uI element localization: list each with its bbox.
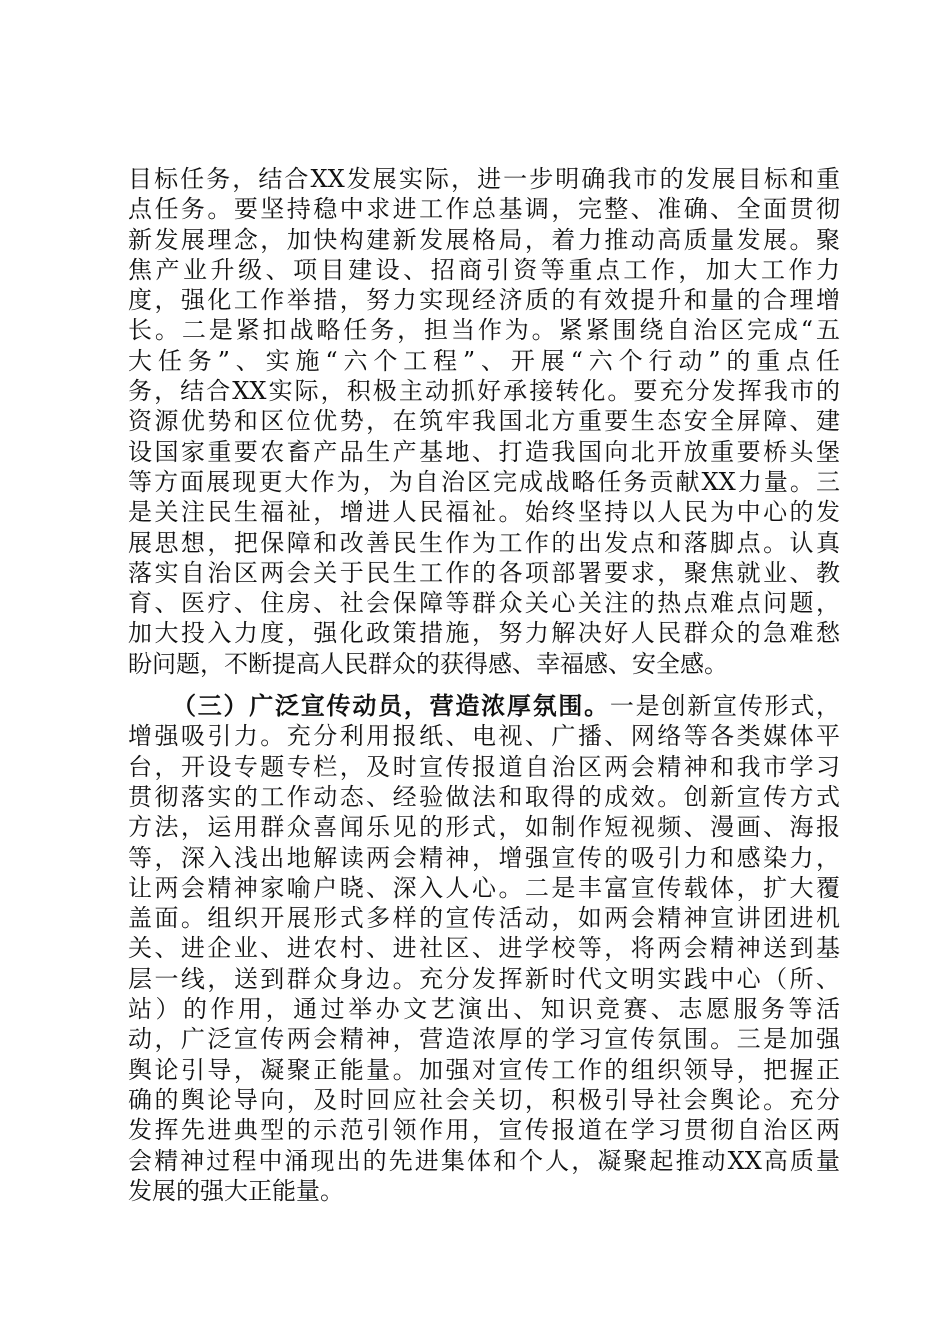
text-line: 让两会精神家喻户晓、深入人心。二是丰富宣传载体，扩大覆: [128, 873, 840, 902]
text-line: 盼问题，不断提高人民群众的获得感、幸福感、安全感。: [128, 649, 728, 678]
text-line: 动，广泛宣传两会精神，营造浓厚的学习宣传氛围。三是加强: [128, 1025, 840, 1054]
section-heading: （三）广泛宣传动员，营造浓厚氛围。: [172, 692, 610, 721]
text-line: 点任务。要坚持稳中求进工作总基调，完整、准确、全面贯彻: [128, 195, 840, 224]
text-line: 确的舆论导向，及时回应社会关切，积极引导社会舆论。充分: [128, 1085, 840, 1114]
section-first-line: [128, 691, 840, 721]
text-line: 发展的强大正能量。: [128, 1176, 344, 1205]
text-line: 站）的作用，通过举办文艺演出、知识竞赛、志愿服务等活: [128, 995, 840, 1024]
text-line: 展思想，把保障和改善民生作为工作的出发点和落脚点。认真: [128, 528, 840, 557]
text-line: 会精神过程中涌现出的先进集体和个人，凝聚起推动XX高质量: [128, 1146, 840, 1175]
text-line: 设国家重要农畜产品生产基地、打造我国向北开放重要桥头堡: [128, 437, 840, 466]
text-line: 长。二是紧扣战略任务，担当作为。紧紧围绕自治区完成“五: [128, 316, 840, 345]
paragraph-continuation: [128, 164, 840, 679]
text-line: 台，开设专题专栏，及时宣传报道自治区两会精神和我市学习: [128, 752, 840, 781]
text-line: 关、进企业、进农村、进社区、进学校等，将两会精神送到基: [128, 934, 840, 963]
text-line: 等，深入浅出地解读两会精神，增强宣传的吸引力和感染力，: [128, 843, 840, 872]
text-line: 等方面展现更大作为，为自治区完成战略任务贡献XX力量。三: [128, 467, 840, 496]
text-line: 新发展理念，加快构建新发展格局，着力推动高质量发展。聚: [128, 225, 840, 254]
text-line: 度，强化工作举措，努力实现经济质的有效提升和量的合理增: [128, 286, 840, 315]
text-line: 资源优势和区位优势，在筑牢我国北方重要生态安全屏障、建: [128, 407, 840, 436]
text-line: 育、医疗、住房、社会保障等群众关心关注的热点难点问题，: [128, 589, 840, 618]
paragraph-gap: [128, 679, 840, 691]
text-line: 加大投入力度，强化政策措施，努力解决好人民群众的急难愁: [128, 619, 840, 648]
text-line: 是关注民生福祉，增进人民福祉。始终坚持以人民为中心的发: [128, 498, 840, 527]
text-line: 焦产业升级、项目建设、招商引资等重点工作，加大工作力: [128, 255, 840, 284]
text-line: 增强吸引力。充分利用报纸、电视、广播、网络等各类媒体平: [128, 722, 840, 751]
text-line: 层一线，送到群众身边。充分发挥新时代文明实践中心（所、: [128, 964, 840, 993]
text-line: 方法，运用群众喜闻乐见的形式，如制作短视频、漫画、海报: [128, 813, 840, 842]
section-heading-followup: 一是创新宣传形式，: [609, 692, 840, 721]
text-line: 大任务”、实施“六个工程”、开展“六个行动”的重点任: [128, 346, 840, 375]
text-line: 贯彻落实的工作动态、经验做法和取得的成效。创新宣传方式: [128, 782, 840, 811]
text-line: 盖面。组织开展形式多样的宣传活动，如两会精神宣讲团进机: [128, 904, 840, 933]
text-line: 舆论引导，凝聚正能量。加强对宣传工作的组织领导，把握正: [128, 1055, 840, 1084]
paragraph-section-three: [128, 691, 840, 1206]
text-line: 发挥先进典型的示范引领作用，宣传报道在学习贯彻自治区两: [128, 1116, 840, 1145]
text-line: 目标任务，结合XX发展实际，进一步明确我市的发展目标和重: [128, 165, 840, 193]
text-line: 落实自治区两会关于民生工作的各项部署要求，聚焦就业、教: [128, 558, 840, 587]
document-body: [128, 164, 840, 1206]
text-line: 务，结合XX实际，积极主动抓好承接转化。要充分发挥我市的: [128, 377, 840, 406]
